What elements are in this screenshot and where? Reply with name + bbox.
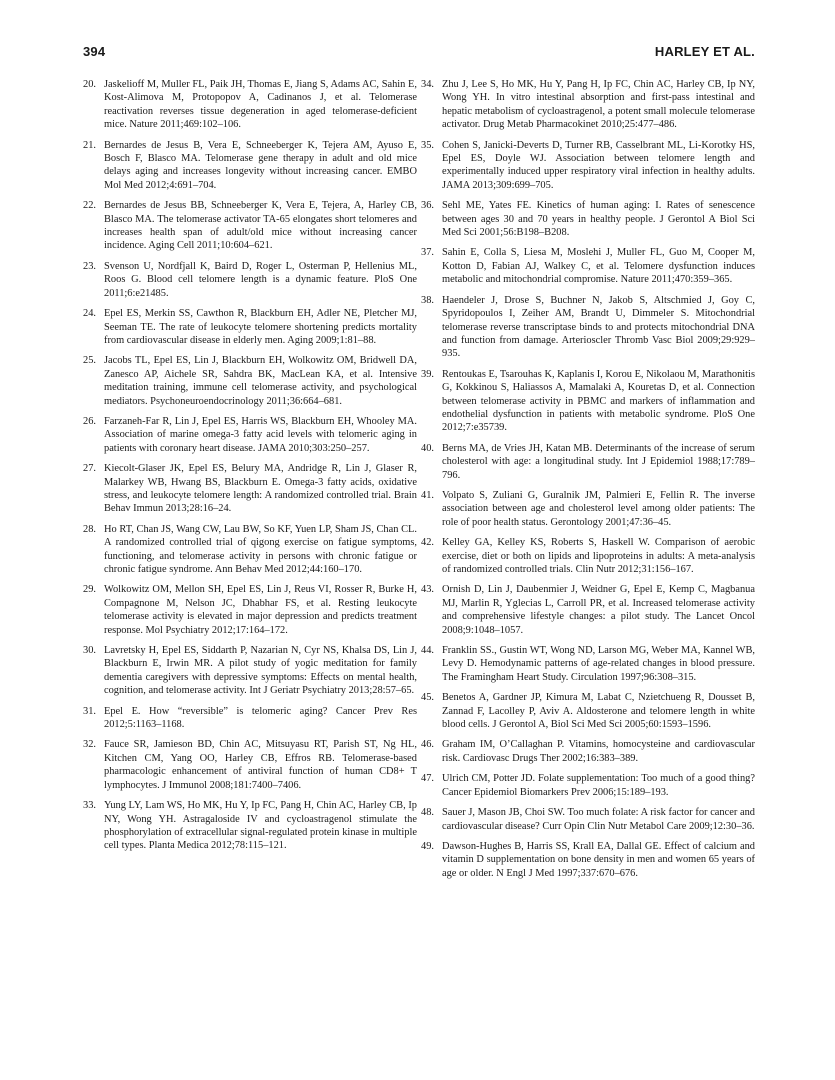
reference-number: 38.	[421, 294, 434, 306]
reference-number: 30.	[83, 645, 96, 657]
reference-number: 32.	[83, 739, 96, 751]
reference-number: 31.	[83, 705, 96, 717]
reference-item	[421, 368, 755, 435]
reference-number: 27.	[83, 463, 96, 475]
reference-text: Bernardes de Jesus B, Vera E, Schneeberger K, Tejera AM, Ayuso E, Bosch F, Blasco MA. Telomerase gene therapy in adult and old mice delays aging and increases longevity without increasing cancer. EMBO Mol Med 2012;4:691–704.	[104, 139, 417, 191]
reference-number: 28.	[83, 523, 96, 535]
reference-column-right	[421, 78, 755, 887]
reference-text: Cohen S, Janicki-Deverts D, Turner RB, Casselbrant ML, Li-Korotky HS, Epel ES, Doyle WJ. Association between telomere length and experimentally induced upper respiratory viral infection in healthy adults. JAMA 2013;309:699–705.	[442, 139, 755, 191]
reference-number: 35.	[421, 139, 434, 151]
reference-item	[421, 536, 755, 576]
reference-text: Graham IM, O’Callaghan P. Vitamins, homocysteine and cardiovascular risk. Cardiovasc Drugs Ther 2002;16:383–389.	[442, 739, 755, 764]
reference-item	[83, 78, 417, 132]
reference-item	[421, 139, 755, 193]
reference-text: Fauce SR, Jamieson BD, Chin AC, Mitsuyasu RT, Parish ST, Ng HL, Kitchen CM, Yang OO, Harley CB, Effros RB. Telomerase-based pharmacologic enhancement of antiviral function of human CD8+ T lymphocytes. J Immunol 2008;181:7400–7406.	[104, 739, 417, 791]
reference-text: Svenson U, Nordfjall K, Baird D, Roger L, Osterman P, Hellenius ML, Roos G. Blood cell telomere length is a dynamic feature. PloS One 2011;6:e21485.	[104, 260, 417, 299]
reference-item	[83, 199, 417, 253]
reference-number: 41.	[421, 489, 434, 501]
reference-number: 45.	[421, 692, 434, 704]
reference-text: Bernardes de Jesus BB, Schneeberger K, Vera E, Tejera, A, Harley CB, Blasco MA. The telomerase activator TA-65 elongates short telomeres and increases health span of adult/old mice without increasing cancer incidence. Aging Cell 2011;10:604–621.	[104, 200, 417, 252]
reference-item	[83, 523, 417, 577]
reference-number: 42.	[421, 537, 434, 549]
reference-number: 39.	[421, 368, 434, 380]
reference-number: 48.	[421, 807, 434, 819]
reference-item	[421, 442, 755, 482]
reference-text: Wolkowitz OM, Mellon SH, Epel ES, Lin J, Reus VI, Rosser R, Burke H, Compagnone M, Nelson JC, Dhabhar FS, et al. Resting leukocyte telomerase activity is elevated in major depression and predicts treatment response. Mol Psychiatry 2012;17:164–172.	[104, 584, 417, 636]
reference-number: 20.	[83, 79, 96, 90]
reference-item	[83, 139, 417, 193]
reference-item	[83, 738, 417, 792]
reference-text: Volpato S, Zuliani G, Guralnik JM, Palmieri E, Fellin R. The inverse association between age and cholesterol level among older patients: The role of poor health status. Gerontology 2001;47:36–45.	[442, 489, 755, 528]
reference-item	[421, 294, 755, 361]
reference-item	[421, 738, 755, 765]
reference-text: Zhu J, Lee S, Ho MK, Hu Y, Pang H, Ip FC, Chin AC, Harley CB, Ip NY, Wong YH. In vitro intestinal absorption and first-pass intestinal and hepatic metabolism of cycloastragenol, a potent small molecule telomerase activator. Drug Metab Pharmacokinet 2010;25:477–486.	[442, 79, 755, 131]
reference-item	[83, 583, 417, 637]
reference-item	[83, 462, 417, 516]
reference-number: 43.	[421, 584, 434, 596]
reference-number: 36.	[421, 200, 434, 212]
reference-item	[421, 199, 755, 239]
reference-number: 26.	[83, 415, 96, 427]
reference-text: Epel E. How “reversible” is telomeric aging? Cancer Prev Res 2012;5:1163–1168.	[104, 705, 417, 731]
reference-text: Sauer J, Mason JB, Choi SW. Too much folate: A risk factor for cancer and cardiovascular disease? Curr Opin Clin Nutr Metabol Care 2009;12:30–36.	[442, 807, 755, 832]
reference-item	[421, 644, 755, 684]
reference-text: Epel ES, Merkin SS, Cawthon R, Blackburn EH, Adler NE, Pletcher MJ, Seeman TE. The rate of leukocyte telomere shortening predicts mortality from cardiovascular disease in elderly men. Aging 2009;1:81–88.	[104, 308, 417, 346]
reference-item	[83, 705, 417, 732]
reference-number: 49.	[421, 840, 434, 852]
reference-item	[421, 489, 755, 529]
reference-item	[83, 415, 417, 455]
reference-number: 33.	[83, 800, 96, 812]
reference-item	[83, 260, 417, 300]
reference-number: 37.	[421, 247, 434, 259]
running-title: HARLEY ET AL.	[654, 44, 755, 59]
reference-text: Sahin E, Colla S, Liesa M, Moslehi J, Muller FL, Guo M, Cooper M, Kotton D, Fabian AJ, Walkey C, et al. Telomere dysfunction induces metabolic and mitochondrial compromise. Nature 2011;470:359–365.	[442, 247, 755, 286]
reference-item	[421, 246, 755, 286]
reference-number: 46.	[421, 739, 434, 751]
reference-text: Farzaneh-Far R, Lin J, Epel ES, Harris WS, Blackburn EH, Whooley MA. Association of marine omega-3 fatty acid levels with telomeric aging in patients with coronary heart disease. JAMA 2010;303:250–257.	[104, 415, 417, 454]
reference-column-left	[83, 78, 417, 860]
reference-text: Sehl ME, Yates FE. Kinetics of human aging: I. Rates of senescence between ages 30 and 70 years in healthy people. J Gerontol A Biol Sci Med Sci 2001;56:B198–B208.	[442, 200, 755, 239]
reference-item	[83, 644, 417, 698]
reference-number: 44.	[421, 645, 434, 657]
reference-text: Franklin SS., Gustin WT, Wong ND, Larson MG, Weber MA, Kannel WB, Levy D. Hemodynamic patterns of age-related changes in blood pressure. The Framingham Heart Study. Circulation 1997;96:308–315.	[442, 645, 755, 683]
reference-text: Ho RT, Chan JS, Wang CW, Lau BW, So KF, Yuen LP, Sham JS, Chan CL. A randomized controlled trial of qigong exercise on fatigue symptoms, functioning, and telomerase activity in persons with chronic fatigue or chronic fatigue syndrome. Ann Behav Med 2012;44:160–170.	[104, 523, 417, 575]
reference-text: Berns MA, de Vries JH, Katan MB. Determinants of the increase of serum cholesterol with age: a longitudinal study. Int J Epidemiol 1988;17:789–796.	[442, 442, 755, 481]
reference-number: 23.	[83, 260, 96, 272]
reference-number: 22.	[83, 200, 96, 212]
reference-item	[83, 799, 417, 853]
reference-text: Rentoukas E, Tsarouhas K, Kaplanis I, Korou E, Nikolaou M, Marathonitis G, Kokkinou S, Haliassos A, Mamalaki A, Kouretas D, et al. Connection between telomerase activity in PBMC and markers of inflammation and endothelial dysfunction in patients with metabolic syndrome. PloS One 2012;7:e35739.	[442, 368, 755, 434]
reference-item	[421, 772, 755, 799]
reference-text: Ulrich CM, Potter JD. Folate supplementation: Too much of a good thing? Cancer Epidemiol Biomarkers Prev 2006;15:189–193.	[442, 773, 755, 798]
reference-item	[421, 583, 755, 637]
reference-number: 40.	[421, 442, 434, 454]
reference-item	[421, 78, 755, 132]
reference-number: 24.	[83, 308, 96, 320]
reference-item	[83, 354, 417, 408]
reference-text: Dawson-Hughes B, Harris SS, Krall EA, Dallal GE. Effect of calcium and vitamin D supplementation on bone density in men and women 65 years of age or older. N Engl J Med 1997;337:670–676.	[442, 840, 755, 879]
reference-number: 29.	[83, 584, 96, 596]
reference-text: Jacobs TL, Epel ES, Lin J, Blackburn EH, Wolkowitz OM, Bridwell DA, Zanesco AP, Aichele SR, Sahdra BK, MacLean KA, et al. Intensive meditation training, immune cell telomerase activity, and psychological mediators. Psychoneuroendocrinology 2011;36:664–681.	[104, 355, 417, 407]
page-header	[83, 44, 755, 62]
reference-text: Lavretsky H, Epel ES, Siddarth P, Nazarian N, Cyr NS, Khalsa DS, Lin J, Blackburn E, Irwin MR. A pilot study of yogic meditation for family dementia caregivers with depressive symptoms: Effects on mental health, cognition, and telomerase activity. Int J Geriatr Psychiatry 2013;28:57–65.	[104, 645, 417, 697]
reference-text: Benetos A, Gardner JP, Kimura M, Labat C, Nzietchueng R, Dousset B, Zannad F, Lacolley P, Aviv A. Aldosterone and telomere length in white blood cells. J Gerontol A, Biol Sci Med Sci 2005;60:1593–1596.	[442, 692, 755, 731]
reference-number: 25.	[83, 355, 96, 367]
reference-number: 34.	[421, 79, 434, 90]
reference-text: Ornish D, Lin J, Daubenmier J, Weidner G, Epel E, Kemp C, Magbanua MJ, Marlin R, Yglecias L, Carroll PR, et al. Increased telomerase activity and comprehensive lifestyle changes: a pilot study. The Lancet Oncol 2008;9:1048–1057.	[442, 584, 755, 636]
reference-item	[421, 806, 755, 833]
reference-item	[421, 840, 755, 880]
reference-item	[421, 691, 755, 731]
page-number: 394	[83, 44, 106, 59]
reference-number: 47.	[421, 773, 434, 785]
reference-number: 21.	[83, 139, 96, 151]
reference-text: Yung LY, Lam WS, Ho MK, Hu Y, Ip FC, Pang H, Chin AC, Harley CB, Ip NY, Wong YH. Astragaloside IV and cycloastragenol stimulate the phosphorylation of extracellular signal-regulated protein kinase in multiple cell types. Planta Medica 2012;78:115–121.	[104, 800, 417, 852]
reference-text: Kiecolt-Glaser JK, Epel ES, Belury MA, Andridge R, Lin J, Glaser R, Malarkey WB, Hwang BS, Blackburn E. Omega-3 fatty acids, oxidative stress, and leukocyte telomere length: A randomized controlled trial. Brain Behav Immun 2013;28:16–24.	[104, 463, 417, 515]
reference-item	[83, 307, 417, 347]
reference-text: Jaskelioff M, Muller FL, Paik JH, Thomas E, Jiang S, Adams AC, Sahin E, Kost-Alimova M, Protopopov A, Cadinanos J, et al. Telomerase reactivation reverses tissue degeneration in aged telomerase-deficient mice. Nature 2011;469:102–106.	[104, 79, 417, 131]
reference-text: Kelley GA, Kelley KS, Roberts S, Haskell W. Comparison of aerobic exercise, diet or both on lipids and lipoproteins in adults: A meta-analysis of randomized controlled trials. Clin Nutr 2012;31:156–167.	[442, 537, 755, 575]
reference-text: Haendeler J, Drose S, Buchner N, Jakob S, Altschmied J, Goy C, Spyridopoulos I, Zeiher AM, Brandt U, Dimmeler S. Mitochondrial telomerase reverse transcriptase binds to and protects mitochondrial DNA and function from damage. Arterioscler Thromb Vasc Biol 2009;29:929–935.	[442, 294, 755, 360]
